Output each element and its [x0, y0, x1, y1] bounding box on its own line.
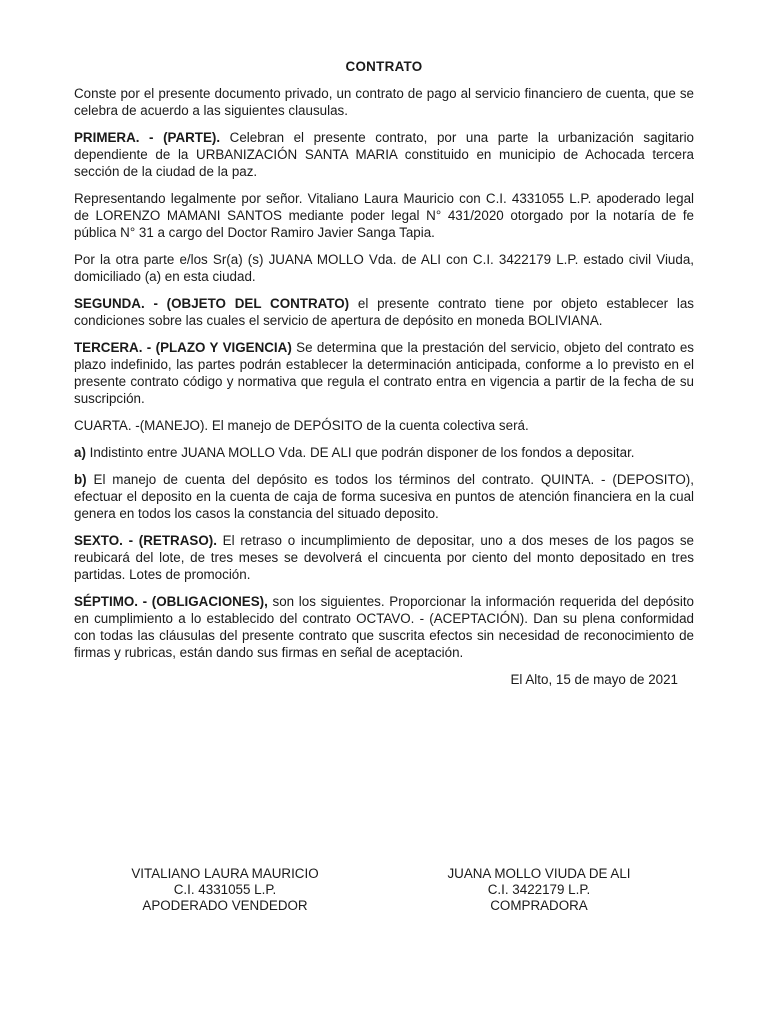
clause-tercera-text: Se determina que la prestación del servicio, objeto del contrato es plazo indefinido, las partes podrán establecer la determinación anticipada, conforme a lo previsto en el presente contrato código y normativa que regula el contrato entra en vigencia a partir de la fecha de su suscripción. — [74, 340, 694, 406]
clause-primera-text: Celebran el presente contrato, por una parte la urbanización sagitario dependiente de la URBANIZACIÓN SANTA MARIA constituido en municipio de Achocada tercera sección de la ciudad de la paz. — [74, 130, 694, 179]
clause-sexto-text: El retraso o incumplimiento de depositar, uno a dos meses de los pagos se reubicará del lote, de tres meses se devolverá el cincuenta por ciento del monto depositado en tres partidas. Lotes de promoción. — [74, 533, 694, 582]
clause-segunda-heading: SEGUNDA. - (OBJETO DEL CONTRATO) — [74, 296, 350, 311]
item-b — [74, 471, 694, 522]
item-b-label: b) — [74, 472, 87, 487]
document-title: CONTRATO — [345, 59, 423, 74]
clause-tercera-heading: TERCERA. - (PLAZO Y VIGENCIA) — [74, 340, 292, 355]
other-party-paragraph: Por la otra parte e/los Sr(a) (s) JUANA MOLLO Vda. de ALI con C.I. 3422179 L.P. estado civil Viuda, domiciliado (a) en esta ciudad. — [74, 252, 694, 284]
item-a — [74, 444, 694, 461]
item-a-label: a) — [74, 445, 86, 460]
buyer-name: JUANA MOLLO VIUDA DE ALI — [447, 866, 631, 881]
signing-date: El Alto, 15 de mayo de 2021 — [510, 672, 678, 687]
clause-septimo-text: son los siguientes. Proporcionar la información requerida del depósito en cumplimiento a lo establecido del contrato OCTAVO. - (ACEPTACIÓN). Dan su plena conformidad con todas las cláusulas del presente contrato que suscrita efectos sin necesidad de reconocimiento de firmas y rubricas, están dando sus firmas en señal de aceptación. — [74, 594, 694, 660]
buyer-role: COMPRADORA — [490, 898, 588, 913]
clause-segunda — [74, 295, 694, 329]
clause-sexto — [74, 532, 694, 583]
buyer-ci: C.I. 3422179 L.P. — [487, 882, 591, 897]
clause-sexto-heading: SEXTO. - (RETRASO). — [74, 533, 217, 548]
seller-role: APODERADO VENDEDOR — [142, 898, 308, 913]
representation-paragraph: Representando legalmente por señor. Vitaliano Laura Mauricio con C.I. 4331055 L.P. apoderado legal de LORENZO MAMANI SANTOS mediante poder legal N° 431/2020 otorgado por la notaría de fe pública N° 31 a cargo del Doctor Ramiro Javier Sanga Tapia. — [74, 191, 694, 240]
clause-primera — [74, 129, 694, 180]
seller-name: VITALIANO LAURA MAURICIO — [131, 866, 319, 881]
clause-septimo-heading: SÉPTIMO. - (OBLIGACIONES), — [74, 594, 268, 609]
clause-segunda-text: el presente contrato tiene por objeto establecer las condiciones sobre las cuales el servicio de apertura de depósito en moneda BOLIVIANA. — [74, 296, 694, 328]
clause-septimo — [74, 593, 694, 661]
clause-primera-heading: PRIMERA. - (PARTE). — [74, 130, 221, 145]
clause-tercera — [74, 339, 694, 407]
intro-paragraph: Conste por el presente documento privado, un contrato de pago al servicio financiero de cuenta, que se celebra de acuerdo a las siguientes clausulas. — [74, 86, 694, 118]
signature-block-seller — [110, 866, 340, 914]
clause-cuarta: CUARTA. -(MANEJO). El manejo de DEPÓSITO de la cuenta colectiva será. — [74, 418, 529, 433]
contract-document — [74, 58, 694, 688]
item-b-text: El manejo de cuenta del depósito es todos los términos del contrato. QUINTA. - (DEPOSITO), efectuar el deposito en la cuenta de caja de forma sucesiva en puntos de atención financiera en la cual genera en todos los casos la constancia del situado deposito. — [74, 472, 694, 521]
item-a-text: Indistinto entre JUANA MOLLO Vda. DE ALI que podrán disponer de los fondos a depositar. — [85, 445, 635, 460]
seller-ci: C.I. 4331055 L.P. — [173, 882, 277, 897]
signature-block-buyer — [424, 866, 654, 914]
